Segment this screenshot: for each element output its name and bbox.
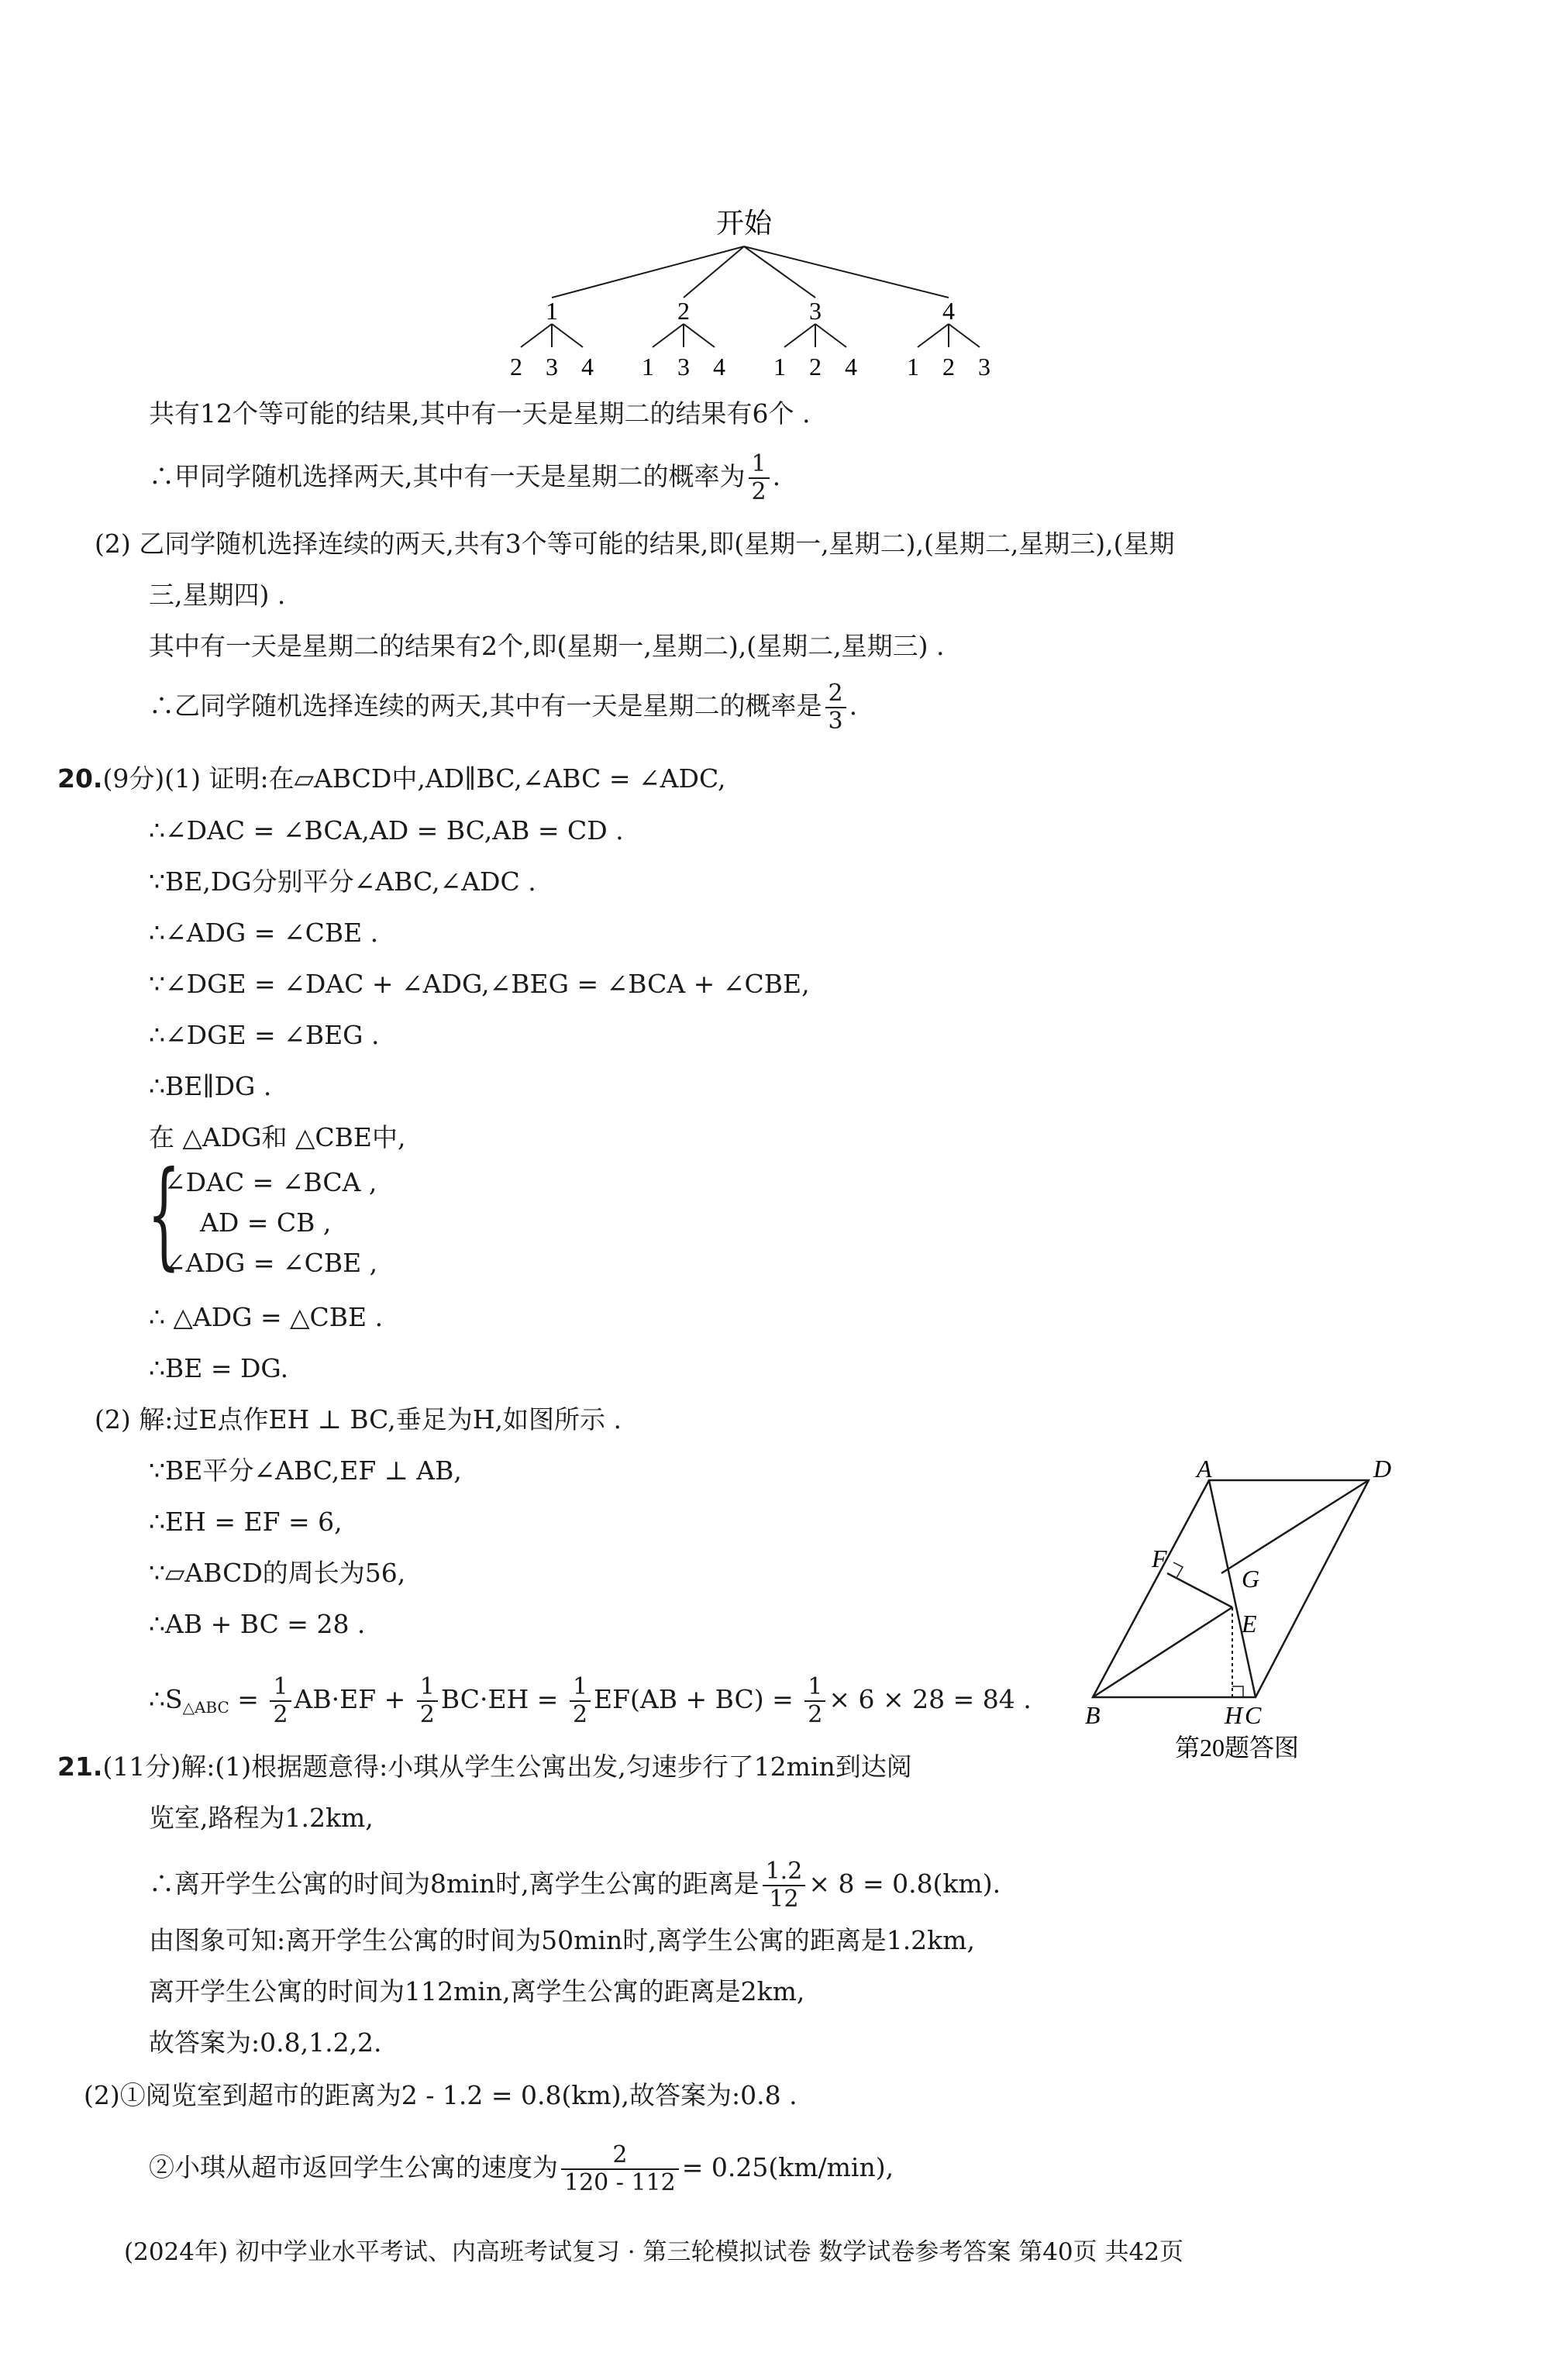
q20-part2-line: ∴EH = EF = 6, (149, 1507, 343, 1537)
fraction (825, 680, 846, 735)
fraction (570, 1674, 591, 1728)
q21-line: 故答案为:0.8,1.2,2. (149, 2027, 382, 2058)
tree-leaf: 4 (581, 353, 594, 381)
q21-header (57, 1751, 912, 1782)
tree-leaf: 1 (773, 353, 786, 381)
q20-line: ∴BE∥DG . (149, 1071, 272, 1101)
q19-line-2 (149, 451, 780, 505)
point-label-g: G (1242, 1565, 1260, 1593)
q19-part2-line-3: 其中有一天是星期二的结果有2个,即(星期一,星期二),(星期二,星期三) . (149, 631, 945, 661)
tree-leaf: 4 (845, 353, 857, 381)
text: (9分)(1) 证明:在▱ABCD中,AD∥BC,∠ABC = ∠ADC, (102, 763, 726, 794)
numerator: 2 (561, 2142, 679, 2170)
equation-system-brace: { (147, 1147, 181, 1282)
fraction (763, 1858, 806, 1913)
tree-leaf: 4 (713, 353, 725, 381)
probability-tree-diagram (481, 203, 1008, 389)
fraction (270, 1674, 291, 1728)
q21-line: (2)①阅览室到超市的距离为2 - 1.2 = 0.8(km),故答案为:0.8 . (84, 2080, 798, 2110)
text: ∴乙同学随机选择连续的两天,其中有一天是星期二的概率是 (149, 691, 822, 721)
numerator: 1 (570, 1674, 591, 1702)
fraction (561, 2142, 679, 2196)
q20-line: ∵∠DGE = ∠DAC + ∠ADG,∠BEG = ∠BCA + ∠CBE, (149, 969, 810, 999)
q20-area-formula (149, 1674, 1032, 1728)
numerator: 1.2 (763, 1858, 806, 1886)
figure-caption: 第20题答图 (1174, 1734, 1300, 1759)
tree-root: 开始 (715, 208, 773, 239)
text: EF(AB + BC) = (594, 1684, 802, 1714)
text: = 0.25(km/min), (681, 2152, 894, 2182)
q20-part2-line: (2) 解:过E点作EH ⊥ BC,垂足为H,如图所示 . (95, 1404, 622, 1435)
tree-leaf: 3 (546, 353, 558, 381)
q20-line: ∴∠DGE = ∠BEG . (149, 1020, 380, 1050)
denominator: 120 - 112 (564, 2169, 676, 2196)
text: ②小琪从超市返回学生公寓的速度为 (149, 2152, 558, 2182)
q20-part2-line: ∵▱ABCD的周长为56, (149, 1558, 406, 1588)
page-footer: (2024年) 初中学业水平考试、内高班考试复习 · 第三轮模拟试卷 数学试卷参考答案 第40页 共42页 (124, 2238, 1183, 2266)
q19-part2-line-1: (2) 乙同学随机选择连续的两天,共有3个等可能的结果,即(星期一,星期二),(星期二,星期三),(星期 (95, 529, 1175, 559)
q21-line: 览室,路程为1.2km, (149, 1803, 374, 1833)
tree-leaf: 2 (510, 353, 522, 381)
vertex-label-d: D (1373, 1455, 1392, 1483)
denominator: 2 (751, 478, 766, 505)
vertex-label-c: C (1245, 1701, 1262, 1729)
text: . (772, 461, 781, 491)
point-label-e: E (1242, 1610, 1257, 1638)
fraction (417, 1674, 438, 1728)
tree-leaf: 2 (942, 353, 955, 381)
text: ∴S (149, 1684, 183, 1714)
parallelogram-figure (1070, 1449, 1418, 1759)
denominator: 2 (273, 1701, 288, 1728)
q21-line (149, 2142, 894, 2196)
fraction (804, 1674, 825, 1728)
denominator: 2 (808, 1701, 823, 1728)
text: ∴离开学生公寓的时间为8min时,离学生公寓的距离是 (149, 1869, 760, 1899)
text: AB·EF + (294, 1684, 414, 1714)
point-label-f: F (1152, 1545, 1167, 1572)
q20-line: ∴∠DAC = ∠BCA,AD = BC,AB = CD . (149, 815, 624, 846)
vertex-label-b: B (1085, 1701, 1101, 1729)
point-label-h: H (1225, 1701, 1243, 1729)
tree-leaf: 1 (642, 353, 654, 381)
tree-branch-1: 1 (546, 297, 558, 325)
q20-part2-line: ∵BE平分∠ABC,EF ⊥ AB, (149, 1455, 462, 1486)
q21-line (149, 1858, 1001, 1913)
tree-leaf: 1 (907, 353, 919, 381)
denominator: 2 (419, 1701, 435, 1728)
question-number: 21. (57, 1751, 103, 1782)
q20-line: 在 △ADG和 △CBE中, (149, 1122, 406, 1152)
q21-line: 由图象可知:离开学生公寓的时间为50min时,离学生公寓的距离是1.2km, (149, 1925, 975, 1955)
fraction (749, 451, 770, 505)
numerator: 1 (417, 1674, 438, 1702)
numerator: 1 (804, 1674, 825, 1702)
tree-leaf: 3 (677, 353, 690, 381)
q19-part2-line-2: 三,星期四) . (149, 580, 286, 610)
vertex-label-a: A (1197, 1455, 1212, 1483)
tree-leaf: 2 (809, 353, 822, 381)
text: ∴甲同学随机选择两天,其中有一天是星期二的概率为 (149, 461, 746, 491)
tree-branch-3: 3 (809, 297, 822, 325)
q21-line: 离开学生公寓的时间为112min,离学生公寓的距离是2km, (149, 1976, 805, 2006)
text: × 8 = 0.8(km). (808, 1869, 1001, 1899)
text: (11分)解:(1)根据题意得:小琪从学生公寓出发,匀速步行了12min到达阅 (102, 1751, 912, 1782)
tree-branch-2: 2 (677, 297, 690, 325)
text: = (229, 1684, 267, 1714)
q20-line: ∴∠ADG = ∠CBE . (149, 918, 379, 948)
q20-line: ∵BE,DG分别平分∠ABC,∠ADC . (149, 866, 536, 897)
denominator: 2 (572, 1701, 588, 1728)
text: × 6 × 28 = 84 . (829, 1684, 1032, 1714)
question-number: 20. (57, 763, 103, 794)
q20-conclusion: ∴BE = DG. (149, 1353, 289, 1383)
q20-part2-line: ∴AB + BC = 28 . (149, 1609, 366, 1639)
denominator: 12 (769, 1886, 799, 1913)
q19-part2-line-4 (149, 680, 857, 735)
q20-conclusion: ∴ △ADG = △CBE . (149, 1302, 384, 1332)
q19-line-1: 共有12个等可能的结果,其中有一天是星期二的结果有6个 . (149, 398, 811, 429)
text: BC·EH = (440, 1684, 567, 1714)
numerator: 1 (270, 1674, 291, 1702)
tree-leaf: 3 (978, 353, 990, 381)
numerator: 2 (825, 680, 846, 708)
text: . (849, 691, 858, 721)
denominator: 3 (828, 708, 843, 735)
q20-header (57, 763, 726, 794)
system-line: ∠DAC = ∠BCA , (164, 1167, 377, 1197)
subscript: △ABC (182, 1698, 229, 1717)
system-line: ∠ADG = ∠CBE , (164, 1248, 378, 1278)
tree-branch-4: 4 (942, 297, 955, 325)
system-line: AD = CB , (200, 1207, 332, 1238)
numerator: 1 (749, 451, 770, 479)
